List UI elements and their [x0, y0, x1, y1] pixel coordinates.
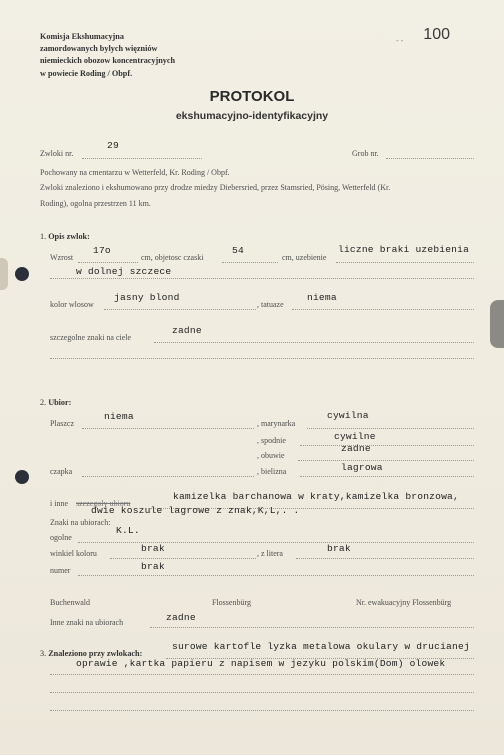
cap-label: czapka [50, 467, 73, 476]
body-number-label: Zwloki nr. [40, 149, 74, 158]
other-marks-line [150, 627, 474, 628]
hair-color-label: kolor wlosow [50, 300, 94, 309]
torn-edge-right [490, 300, 504, 348]
marks-label: szczegolne znaki na ciele [50, 333, 132, 342]
jacket-label: , marynarka [257, 419, 296, 428]
height-line [78, 262, 138, 263]
hair-color-value: jasny blond [114, 292, 180, 303]
trousers-label: , spodnie [257, 436, 286, 445]
height-label: Wzrost [50, 253, 74, 262]
other-marks-value: zadne [166, 612, 196, 623]
skull-value: 54 [232, 245, 244, 256]
flossenburg-label: Flossenbürg [212, 598, 251, 607]
teeth-line-2 [50, 278, 474, 279]
marks-value: zadne [172, 325, 202, 336]
header-line-2: zamordowanych bylych więzniów [40, 44, 158, 54]
number-value: brak [141, 561, 165, 572]
number-line [78, 575, 474, 576]
triangle-color-line [110, 558, 256, 559]
general-value: K.L. [116, 525, 140, 536]
buried-text: Pochowany na cmentarzu w Wetterfeld, Kr. Roding / Obpf. [40, 168, 230, 177]
page-number: 100 [423, 26, 450, 43]
skull-line [222, 262, 278, 263]
found-items-line-2 [50, 674, 474, 675]
found-items-line-3 [50, 692, 474, 693]
document-title: PROTOKOL [209, 88, 295, 105]
shoes-value: zadne [341, 443, 371, 454]
triangle-color-value: brak [141, 543, 165, 554]
letter-value: brak [327, 543, 351, 554]
grave-number-line [386, 158, 474, 159]
section-2-heading [40, 398, 71, 407]
tattoo-line [292, 309, 474, 310]
torn-edge-left [0, 258, 8, 290]
found-text-2: Roding), ogolna przestrzen 11 km. [40, 199, 151, 208]
coat-line [82, 428, 254, 429]
section-1-heading [40, 232, 90, 241]
coat-value: niema [104, 411, 134, 422]
marks-line [154, 342, 474, 343]
buchenwald-label: Buchenwald [50, 598, 90, 607]
height-value: 17o [93, 245, 111, 256]
teeth-label: cm, uzebienie [282, 253, 327, 262]
coat-label: Plaszcz [50, 419, 74, 428]
found-text-1: Zwloki znaleziono i ekshumowano przy drodze miedzy Diebersried, przez Stamsried, Pösing, Wetterfeld (Kr. [40, 183, 391, 192]
body-number-value: 29 [107, 140, 119, 151]
section-2-title: Ubior: [48, 398, 72, 407]
general-label: ogolne [50, 533, 72, 542]
general-line [78, 542, 474, 543]
trousers-value: cywilne [334, 431, 376, 442]
jacket-value: cywilna [327, 410, 369, 421]
shoes-line [298, 460, 474, 461]
section-1-number: 1. [40, 232, 47, 241]
other-marks-label: Inne znaki na ubiorach [50, 618, 124, 627]
found-items-value-2: oprawie ,kartka papieru z napisem w jezyku polskim(Dom) olowek [76, 658, 446, 669]
triangle-color-label: winkiel koloru [50, 549, 97, 558]
page-number-prefix: - - [396, 36, 404, 45]
punch-hole-bottom [15, 470, 29, 484]
letter-line [296, 558, 474, 559]
trousers-line [300, 445, 474, 446]
tattoo-value: niema [307, 292, 337, 303]
section-3-heading [40, 649, 142, 658]
other-value-2: dwie koszule lagrowe z znak,K,L,. . [91, 505, 300, 516]
hair-color-line [104, 309, 256, 310]
underwear-value: lagrowa [341, 462, 383, 473]
header-line-4: w powiecie Roding / Obpf. [40, 68, 133, 78]
found-items-value-1: surowe kartofle lyzka metalowa okulary w drucianej [172, 641, 470, 652]
evacuation-number-label: Nr. ewakuacyjny Flossenbürg [356, 598, 452, 607]
grave-number-label: Grob nr. [352, 149, 379, 158]
marks-line-2 [50, 358, 474, 359]
teeth-value-2: w dolnej szczece [76, 266, 172, 277]
section-3-number: 3. [40, 649, 47, 658]
jacket-line [307, 428, 474, 429]
cap-line [82, 476, 254, 477]
clothing-marks-label: Znaki na ubiorach: [50, 518, 111, 527]
shoes-label: , obuwie [257, 451, 285, 460]
letter-label: , z litera [257, 549, 283, 558]
skull-label: cm, objetosc czaski [141, 253, 204, 262]
found-items-line-4 [50, 710, 474, 711]
punch-hole-top [15, 267, 29, 281]
tattoo-label: , tatuaze [257, 300, 284, 309]
underwear-label: , bielizna [257, 467, 287, 476]
section-1-title: Opis zwlok: [48, 232, 90, 241]
other-value: kamizelka barchanowa w kraty,kamizelka bronzowa, [173, 491, 459, 502]
commission-header [40, 31, 175, 80]
number-label: numer [50, 566, 71, 575]
teeth-line [336, 262, 474, 263]
section-3-title: Znaleziono przy zwlokach: [48, 649, 143, 658]
document-subtitle: ekshumacyjno-identyfikacyjny [175, 110, 329, 122]
header-line-1: Komisja Ekshumacyjna [40, 32, 124, 41]
underwear-line [300, 476, 474, 477]
other-overstrike: szczegoly ubioru [76, 499, 131, 508]
teeth-value: liczne braki uzebienia [338, 244, 470, 255]
other-label: i inne [50, 499, 68, 508]
body-number-line [82, 158, 202, 159]
header-line-3: niemieckich obozow koncentracyjnych [40, 56, 176, 66]
section-2-number: 2. [40, 398, 47, 407]
